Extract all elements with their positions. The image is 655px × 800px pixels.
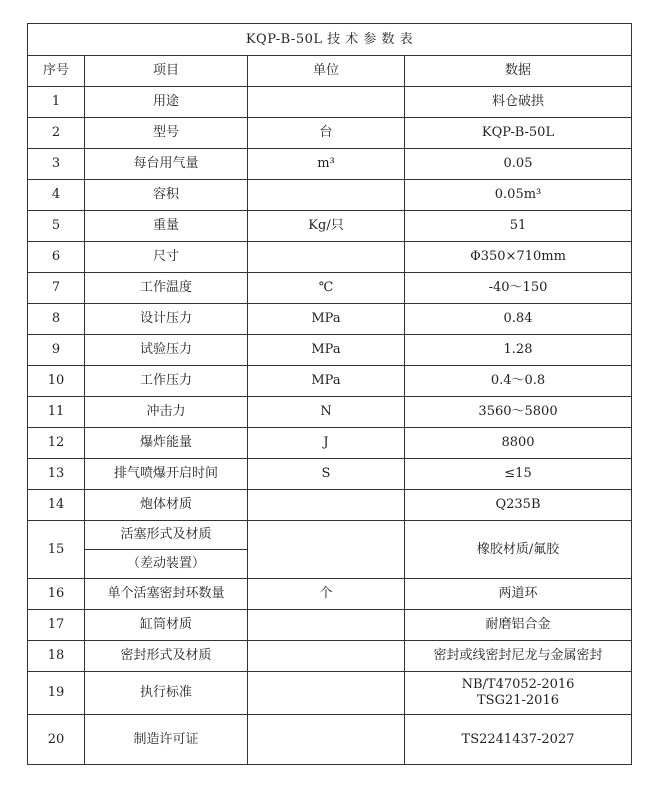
row-unit: 台 [248, 118, 405, 149]
row-unit: MPa [248, 304, 405, 335]
table-row [28, 672, 632, 715]
row-unit: N [248, 397, 405, 428]
table-row [28, 397, 632, 428]
row-value: 料仓破拱 [405, 87, 632, 118]
row-value: 8800 [405, 428, 632, 459]
row-unit: MPa [248, 335, 405, 366]
row-unit [248, 490, 405, 521]
row-unit: m³ [248, 149, 405, 180]
row-unit [248, 672, 405, 715]
table-row [28, 273, 632, 304]
row-no: 1 [28, 87, 85, 118]
row-value-line1: NB/T47052-2016 [461, 677, 575, 692]
row-value: 1.28 [405, 335, 632, 366]
row-item: 排气喷爆开启时间 [85, 459, 248, 490]
row-unit [248, 715, 405, 765]
row-no: 19 [28, 672, 85, 715]
table-row [28, 521, 632, 550]
row-value: ≤15 [405, 459, 632, 490]
row-value: 0.84 [405, 304, 632, 335]
table-row [28, 335, 632, 366]
row-item: 重量 [85, 211, 248, 242]
row-value: 0.05m³ [405, 180, 632, 211]
row-item: 冲击力 [85, 397, 248, 428]
row-value: Q235B [405, 490, 632, 521]
row-unit [248, 610, 405, 641]
row-value-line2: TSG21-2016 [477, 693, 559, 708]
table-row [28, 149, 632, 180]
row-value: TS2241437-2027 [405, 715, 632, 765]
row-no: 5 [28, 211, 85, 242]
table-row [28, 490, 632, 521]
row-unit: 个 [248, 579, 405, 610]
row-item: 密封形式及材质 [85, 641, 248, 672]
row-no: 20 [28, 715, 85, 765]
spec-table [27, 23, 632, 765]
row-value: 耐磨铝合金 [405, 610, 632, 641]
row-no: 14 [28, 490, 85, 521]
row-unit: Kg/只 [248, 211, 405, 242]
row-item-sub: （差动装置） [85, 550, 248, 579]
table-row [28, 304, 632, 335]
row-no: 13 [28, 459, 85, 490]
table-row [28, 180, 632, 211]
row-value: 密封或线密封尼龙与金属密封 [405, 641, 632, 672]
table-title: KQP-B-50L 技 术 参 数 表 [28, 24, 632, 56]
row-item: 工作温度 [85, 273, 248, 304]
table-row [28, 242, 632, 273]
header-item: 项目 [85, 56, 248, 87]
row-item: 尺寸 [85, 242, 248, 273]
table-row [28, 428, 632, 459]
row-unit: J [248, 428, 405, 459]
row-value [405, 672, 632, 715]
row-no: 2 [28, 118, 85, 149]
row-value: 3560～5800 [405, 397, 632, 428]
row-no: 9 [28, 335, 85, 366]
row-value: 0.4～0.8 [405, 366, 632, 397]
header-value: 数据 [405, 56, 632, 87]
row-no: 7 [28, 273, 85, 304]
row-value: 橡胶材质/氟胶 [405, 521, 632, 579]
row-item: 设计压力 [85, 304, 248, 335]
row-no: 8 [28, 304, 85, 335]
table-row [28, 459, 632, 490]
table-row [28, 579, 632, 610]
row-item: 用途 [85, 87, 248, 118]
row-item: 爆炸能量 [85, 428, 248, 459]
row-unit: MPa [248, 366, 405, 397]
row-unit [248, 521, 405, 579]
row-no: 17 [28, 610, 85, 641]
row-item: 试验压力 [85, 335, 248, 366]
row-unit: S [248, 459, 405, 490]
row-value: KQP-B-50L [405, 118, 632, 149]
table-row [28, 366, 632, 397]
row-no: 3 [28, 149, 85, 180]
table-row [28, 610, 632, 641]
row-no: 15 [28, 521, 85, 579]
row-unit [248, 641, 405, 672]
row-item: 单个活塞密封环数量 [85, 579, 248, 610]
row-item: 炮体材质 [85, 490, 248, 521]
row-no: 6 [28, 242, 85, 273]
table-row [28, 641, 632, 672]
table-row [28, 118, 632, 149]
row-value: 0.05 [405, 149, 632, 180]
row-item: 容积 [85, 180, 248, 211]
row-item: 活塞形式及材质 [85, 521, 248, 550]
row-value: 两道环 [405, 579, 632, 610]
row-no: 4 [28, 180, 85, 211]
row-unit: ℃ [248, 273, 405, 304]
row-item: 制造许可证 [85, 715, 248, 765]
header-unit: 单位 [248, 56, 405, 87]
row-no: 16 [28, 579, 85, 610]
table-row [28, 87, 632, 118]
row-item: 型号 [85, 118, 248, 149]
row-item: 缸筒材质 [85, 610, 248, 641]
row-value: 51 [405, 211, 632, 242]
row-unit [248, 242, 405, 273]
row-no: 10 [28, 366, 85, 397]
row-item: 执行标准 [85, 672, 248, 715]
row-item: 每台用气量 [85, 149, 248, 180]
header-no: 序号 [28, 56, 85, 87]
row-no: 18 [28, 641, 85, 672]
row-value: -40～150 [405, 273, 632, 304]
row-item: 工作压力 [85, 366, 248, 397]
row-unit [248, 87, 405, 118]
table-row [28, 715, 632, 765]
row-value: Φ350×710mm [405, 242, 632, 273]
table-header-row [28, 56, 632, 87]
row-no: 11 [28, 397, 85, 428]
table-row [28, 211, 632, 242]
row-unit [248, 180, 405, 211]
row-no: 12 [28, 428, 85, 459]
table-title-row [28, 24, 632, 56]
